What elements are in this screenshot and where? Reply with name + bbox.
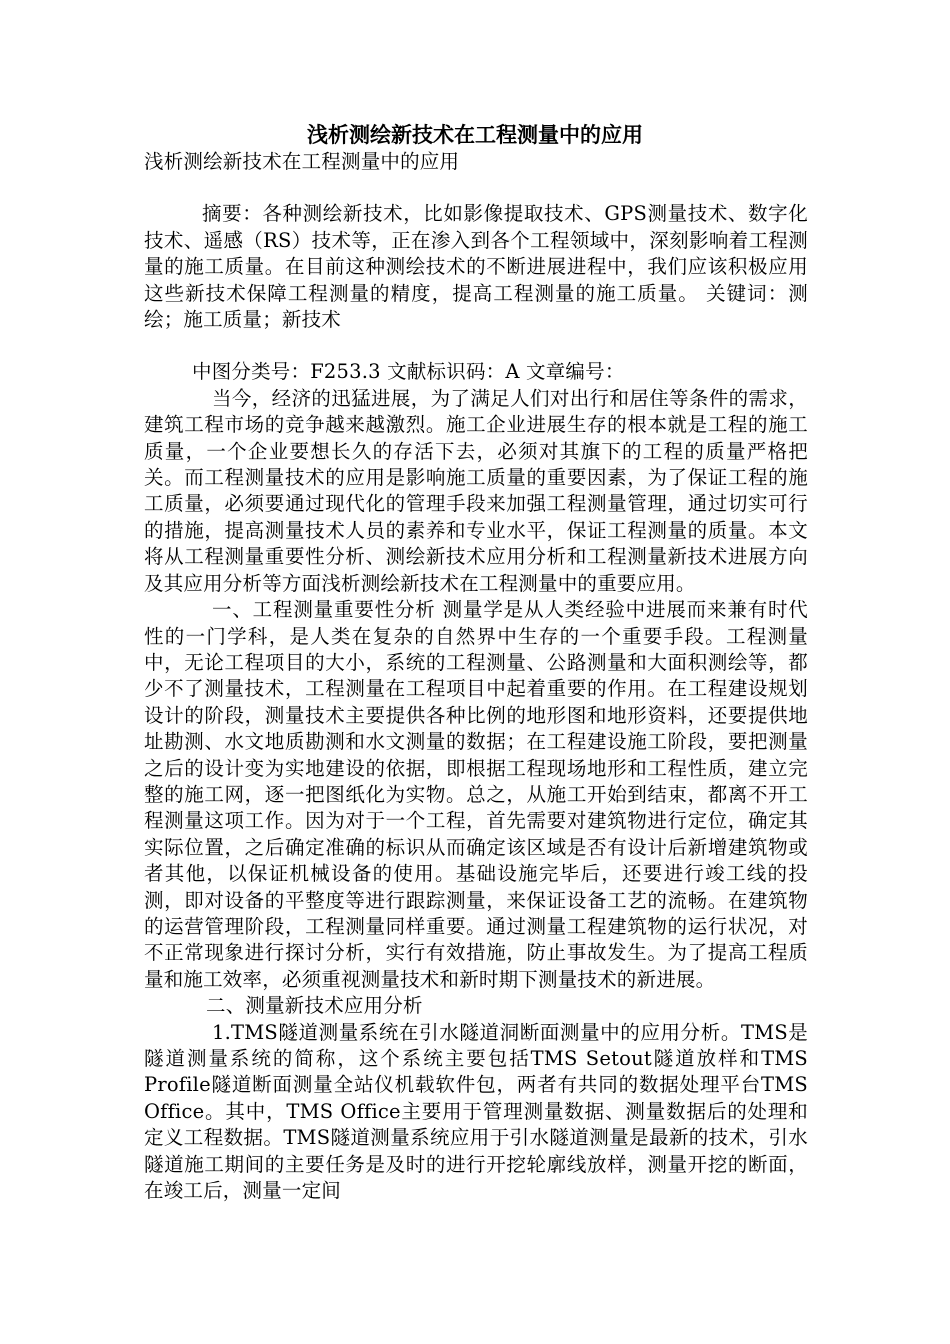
document-title: 浅析测绘新技术在工程测量中的应用 xyxy=(307,123,643,147)
blank-line xyxy=(144,333,808,359)
section-1-paragraph: 一、工程测量重要性分析 测量学是从人类经验中进展而来兼有时代性的一门学科，是人类在复杂的自然界中生存的一个重要手段。工程测量中，无论工程项目的大小，系统的工程测量、公路测量和大面积测绘等，都少不了测量技术，工程测量在工程项目中起着重要的作用。在工程建设规划设计的阶段，测量技术主要提供各种比例的地形图和地形资料，还要提供地址勘测、水文地质勘测和水文测量的数据；在工程建设施工阶段，要把测量之后的设计变为实地建设的依据，即根据工程现场地形和工程性质，建立完整的施工网，逐一把图纸化为实物。总之，从施工开始到结束，都离不开工程测量这项工作。因为对于一个工程，首先需要对建筑物进行定位，确定其实际位置，之后确定准确的标识从而确定该区域是否有设计后新增建筑物或者其他，以保证机械设备的使用。基础设施完毕后，还要进行竣工线的投测，即对设备的平整度等进行跟踪测量，来保证设备工艺的流畅。在建筑物的运营管理阶段，工程测量同样重要。通过测量工程建筑物的运行状况，对不正常现象进行探讨分析，实行有效措施，防止事故发生。为了提高工程质量和施工效率，必须重视测量技术和新时期下测量技术的新进展。 xyxy=(144,598,808,991)
section-2-item-1-paragraph: 1.TMS隧道测量系统在引水隧道洞断面测量中的应用分析。TMS是隧道测量系统的简称，这个系统主要包括TMS Setout隧道放样和TMS Profile隧道断面测量全站仪机载软件包，两者有共同的数据处理平台TMS Office。其中，TMS Office主要用于管理测量数据、测量数据后的处理和定义工程数据。TMS隧道测量系统应用于引水隧道测量是最新的技术，引水隧道施工期间的主要任务是及时的进行开挖轮廓线放样，测量开挖的断面，在竣工后，测量一定间 xyxy=(144,1020,808,1203)
blank-line xyxy=(144,175,808,201)
section-2-heading: 二、测量新技术应用分析 xyxy=(206,994,423,1018)
document-subtitle: 浅析测绘新技术在工程测量中的应用 xyxy=(144,150,460,173)
classification-line: 中图分类号：F253.3 文献标识码：A 文章编号： xyxy=(192,360,625,384)
intro-paragraph: 当今，经济的迅猛进展，为了满足人们对出行和居住等条件的需求，建筑工程市场的竞争越来越激烈。施工企业进展生存的根本就是工程的施工质量，一个企业要想长久的存活下去，必须对其旗下的工程的质量严格把关。而工程测量技术的应用是影响施工质量的重要因素，为了保证工程的施工质量，必须要通过现代化的管理手段来加强工程测量管理，通过切实可行的措施，提高测量技术人员的素养和专业水平，保证工程测量的质量。本文将从工程测量重要性分析、测绘新技术应用分析和工程测量新技术进展方向及其应用分析等方面浅析测绘新技术在工程测量中的重要应用。 xyxy=(144,386,808,595)
document-body xyxy=(144,149,808,1204)
abstract-paragraph: 摘要：各种测绘新技术，比如影像提取技术、GPS测量技术、数字化技术、遥感（RS）技术等，正在渗入到各个工程领域中，深刻影响着工程测量的施工质量。在目前这种测绘技术的不断进展进程中，我们应该积极应用这些新技术保障工程测量的精度，提高工程测量的施工质量。 关键词：测绘；施工质量；新技术 xyxy=(144,202,808,332)
